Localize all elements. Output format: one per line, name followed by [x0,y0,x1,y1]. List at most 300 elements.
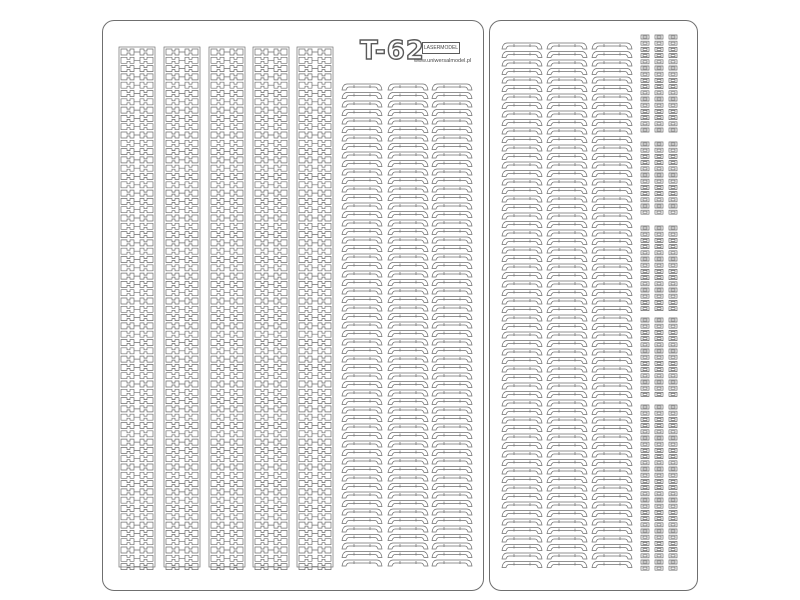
curved-track-link [388,339,428,345]
track-link [255,124,287,130]
curved-track-link [592,213,632,219]
curved-track-link [502,409,542,415]
curved-track-link [502,434,542,440]
track-link [121,207,153,213]
track-link [166,506,198,512]
track-link [211,306,243,312]
track-clip [669,566,677,570]
curved-track-link [592,562,632,568]
curved-track-link [342,305,382,311]
curved-track-link [388,101,428,107]
curved-track-link [592,179,632,185]
track-link [211,539,243,545]
track-link [211,165,243,171]
track-link [299,423,331,429]
track-link [211,323,243,329]
curved-track-link [502,290,542,296]
track-clip [641,355,649,359]
track-clip [641,343,649,347]
track-clip [655,554,663,558]
curved-track-link [592,468,632,474]
track-clip [669,355,677,359]
track-clip [669,185,677,189]
curved-track-link [502,281,542,287]
track-link [166,464,198,470]
curved-track-link [432,322,472,328]
curved-track-link [592,52,632,58]
curved-track-link [432,229,472,235]
track-clip [655,417,663,421]
curved-track-link [592,426,632,432]
track-clip [641,251,649,255]
track-clip [641,35,649,39]
track-link [211,464,243,470]
track-link [255,265,287,271]
website-text: www.uniwersalmodel.pl [414,58,472,64]
curved-track-link [592,341,632,347]
track-link [121,522,153,528]
curved-track-link [432,203,472,209]
track-link [299,124,331,130]
curved-track-link [342,263,382,269]
track-link [211,439,243,445]
track-clip [669,535,677,539]
curved-track-link [592,485,632,491]
track-clip [655,35,663,39]
track-clip [641,349,649,353]
track-link [299,257,331,263]
track-link [121,265,153,271]
track-clip [641,245,649,249]
curved-track-link [388,356,428,362]
track-link [121,381,153,387]
track-link [166,398,198,404]
track-link [299,489,331,495]
track-clip [669,192,677,196]
track-link [299,66,331,72]
track-link [166,149,198,155]
curved-track-link [547,485,587,491]
track-clip [669,442,677,446]
curved-track-link [547,290,587,296]
curved-track-link [547,366,587,372]
curved-track-link [432,543,472,549]
track-clip [655,436,663,440]
track-clip [641,392,649,396]
curved-track-link [592,494,632,500]
track-clip [655,504,663,508]
track-link [299,132,331,138]
track-link [255,530,287,536]
track-link [255,555,287,561]
track-clip [641,198,649,202]
track-clip [655,361,663,365]
track-clip [641,430,649,434]
curved-track-link [432,118,472,124]
track-link [166,340,198,346]
curved-track-link [547,417,587,423]
track-clip [655,455,663,459]
track-link [255,281,287,287]
track-link [211,356,243,362]
track-clip [655,517,663,521]
track-link [299,522,331,528]
curved-track-link [432,552,472,558]
track-link [166,215,198,221]
track-clip [641,318,649,322]
track-link [211,489,243,495]
curved-track-link [342,161,382,167]
track-link [166,132,198,138]
curved-track-link [502,222,542,228]
curved-track-link [432,475,472,481]
curved-track-link [592,290,632,296]
track-clip [655,467,663,471]
curved-track-link [547,222,587,228]
track-clip [641,41,649,45]
curved-track-link [592,43,632,49]
curved-track-link [502,460,542,466]
track-clip [655,66,663,70]
track-link [121,248,153,254]
track-link [255,257,287,263]
track-link [166,331,198,337]
track-link [255,240,287,246]
curved-track-link [388,416,428,422]
track-link [299,281,331,287]
curved-track-link [502,205,542,211]
track-clip [641,368,649,372]
curved-track-link [592,86,632,92]
track-clip [641,263,649,267]
track-link [121,232,153,238]
track-link [211,66,243,72]
track-link [299,198,331,204]
track-link [299,364,331,370]
curved-track-link [547,511,587,517]
track-clip [641,436,649,440]
curved-track-link [502,137,542,143]
curved-track-link [502,111,542,117]
track-clip [669,380,677,384]
curved-track-link [342,543,382,549]
curved-track-link [547,196,587,202]
track-link [121,66,153,72]
track-clip [669,148,677,152]
track-link [121,456,153,462]
curved-track-link [547,239,587,245]
curved-track-link [342,339,382,345]
track-link [299,91,331,97]
curved-track-link [432,152,472,158]
track-link [211,248,243,254]
track-link [166,323,198,329]
track-link [299,472,331,478]
track-link [166,555,198,561]
curved-track-link [432,492,472,498]
curved-track-link [342,322,382,328]
track-clip [669,318,677,322]
curved-track-link [432,390,472,396]
track-clip [669,374,677,378]
track-link [211,115,243,121]
curved-track-link [432,382,472,388]
curved-track-link [547,358,587,364]
track-clip [655,479,663,483]
track-clip [655,276,663,280]
track-link [121,306,153,312]
curved-track-link [592,443,632,449]
track-link [166,207,198,213]
curved-track-link [342,93,382,99]
track-link [211,215,243,221]
curved-track-link [592,145,632,151]
track-clip [669,510,677,514]
curved-track-link [547,273,587,279]
track-clip [669,251,677,255]
curved-track-link [592,205,632,211]
track-clip [655,47,663,51]
track-link [255,207,287,213]
track-link [255,290,287,296]
brand-label: LASERMODEL [422,42,460,54]
curved-track-link [342,560,382,566]
curved-track-link [547,247,587,253]
curved-track-link [592,256,632,262]
curved-track-link [592,434,632,440]
curved-track-link [388,305,428,311]
track-clip [655,486,663,490]
track-link [299,232,331,238]
track-link [121,414,153,420]
track-clip [669,554,677,558]
track-link [211,107,243,113]
track-link [121,157,153,163]
track-link [121,497,153,503]
curved-track-link [502,383,542,389]
curved-track-link [502,468,542,474]
curved-track-link [502,103,542,109]
track-link [121,481,153,487]
curved-track-link [388,135,428,141]
track-link [299,223,331,229]
track-clip [641,97,649,101]
curved-track-link [388,314,428,320]
track-link [121,364,153,370]
curved-track-link [592,536,632,542]
track-link [299,555,331,561]
track-clip [641,307,649,311]
curved-track-link [547,162,587,168]
track-clip [655,392,663,396]
curved-track-link [592,239,632,245]
track-link [299,215,331,221]
track-clip [655,282,663,286]
track-clip [669,430,677,434]
track-link [255,364,287,370]
curved-track-link [502,230,542,236]
track-link [121,215,153,221]
track-link [255,514,287,520]
curved-track-link [592,222,632,228]
track-clip [641,448,649,452]
track-clip [669,204,677,208]
track-link [211,124,243,130]
track-clip [655,548,663,552]
track-link [166,281,198,287]
curved-track-link [388,169,428,175]
track-link [255,115,287,121]
curved-track-link [432,373,472,379]
curved-track-link [502,247,542,253]
track-clip [669,455,677,459]
track-link [121,340,153,346]
track-link [255,506,287,512]
track-clip [655,566,663,570]
track-clip [655,122,663,126]
curved-track-link [592,247,632,253]
track-clip [641,523,649,527]
track-clip [669,330,677,334]
curved-track-link [502,358,542,364]
track-link [166,107,198,113]
track-link [166,456,198,462]
curved-track-link [342,399,382,405]
track-link [166,190,198,196]
curved-track-link [592,281,632,287]
track-clip [655,173,663,177]
track-link [255,157,287,163]
curved-track-link [432,560,472,566]
track-link [166,66,198,72]
track-clip [669,343,677,347]
track-link [255,74,287,80]
track-link [255,464,287,470]
curved-track-link [388,246,428,252]
curved-track-link [388,407,428,413]
track-link [299,530,331,536]
track-clip [655,41,663,45]
curved-track-link [432,450,472,456]
track-clip [669,128,677,132]
track-clip [655,251,663,255]
curved-track-link [547,77,587,83]
curved-track-link [547,43,587,49]
track-clip [641,66,649,70]
track-link [211,157,243,163]
track-link [121,290,153,296]
track-clip [669,179,677,183]
curved-track-link [432,246,472,252]
track-link [299,82,331,88]
track-link [255,356,287,362]
curved-track-link [432,339,472,345]
track-link [255,564,287,570]
curved-track-link [388,203,428,209]
track-clip [655,226,663,230]
curved-track-link [592,103,632,109]
track-link [211,530,243,536]
track-link [166,140,198,146]
curved-track-link [502,256,542,262]
track-link [121,331,153,337]
track-clip [641,85,649,89]
track-clip [655,560,663,564]
track-clip [655,60,663,64]
track-link [166,99,198,105]
track-link [166,364,198,370]
curved-track-link [502,145,542,151]
curved-track-link [547,205,587,211]
curved-track-link [388,229,428,235]
curved-track-link [432,433,472,439]
curved-track-link [342,297,382,303]
curved-track-link [432,144,472,150]
curved-track-link [432,407,472,413]
track-link [255,456,287,462]
track-clip [669,392,677,396]
curved-track-link [592,196,632,202]
track-link [121,149,153,155]
curved-track-link [502,485,542,491]
curved-track-link [547,545,587,551]
track-clip [655,97,663,101]
curved-track-link [502,375,542,381]
curved-track-link [592,69,632,75]
curved-track-link [342,526,382,532]
curved-track-link [547,375,587,381]
curved-track-link [342,331,382,337]
curved-track-link [342,271,382,277]
track-clip [655,263,663,267]
track-clip [641,128,649,132]
track-clip [655,288,663,292]
track-link [211,198,243,204]
track-clip [641,60,649,64]
curved-track-link [342,518,382,524]
track-link [121,82,153,88]
track-clip [641,167,649,171]
track-clip [641,232,649,236]
curved-track-link [502,239,542,245]
track-link [255,99,287,105]
curved-track-link [342,492,382,498]
track-link [121,190,153,196]
track-clip [641,554,649,558]
track-clip [641,276,649,280]
track-link [211,447,243,453]
curved-track-link [432,254,472,260]
track-clip [669,116,677,120]
curved-track-link [502,536,542,542]
track-clip [655,78,663,82]
curved-track-link [342,314,382,320]
curved-track-link [342,84,382,90]
track-link [211,290,243,296]
track-clip [655,72,663,76]
track-link [121,348,153,354]
curved-track-link [547,60,587,66]
track-clip [655,307,663,311]
track-link [211,381,243,387]
curved-track-link [547,349,587,355]
curved-track-link [342,280,382,286]
track-link [299,331,331,337]
curved-track-link [388,441,428,447]
track-link [211,273,243,279]
curved-track-link [592,545,632,551]
curved-track-link [502,69,542,75]
